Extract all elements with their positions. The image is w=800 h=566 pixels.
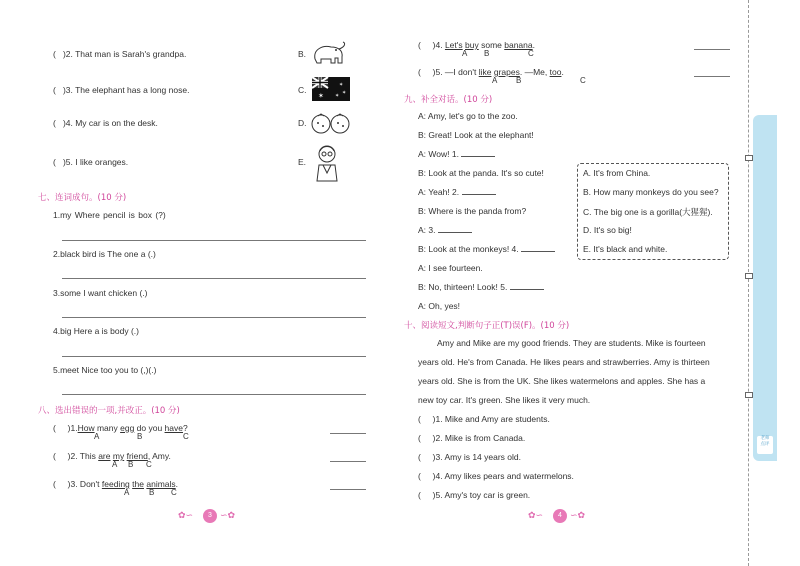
tf-item-2: ( )2. Mike is from Canada.	[418, 433, 526, 443]
match-item-3: ( )3. The elephant has a long nose.	[53, 85, 190, 95]
error-item-5: ( )5. —I don't like grapes. —Me, too.	[418, 67, 564, 77]
option-b-label: B	[128, 460, 134, 469]
match-letter-b: B.	[298, 49, 307, 59]
dialog-line: B: Look at the monkeys! 4.	[418, 244, 555, 254]
option-b-label: B	[137, 432, 143, 441]
passage-line: years old. She is from the UK. She likes watermelons and apples. She has a	[418, 376, 706, 386]
option-c-label: C	[171, 488, 177, 497]
sentence-4: 4.big Here a is body (.)	[53, 326, 139, 336]
option-c-label: C	[183, 432, 189, 441]
answer-line	[330, 433, 366, 434]
dialog-line: B: Great! Look at the elephant!	[418, 130, 534, 140]
option-c: C. The big one is a gorilla(大猩猩).	[583, 207, 713, 217]
answer-line	[330, 489, 366, 490]
option-c-label: C	[528, 49, 534, 58]
passage-line: new toy car. It's green. She likes it very much.	[418, 395, 591, 405]
option-c-label: C	[146, 460, 152, 469]
sentence-3: 3.some I want chicken (.)	[53, 288, 148, 298]
oranges-picture	[311, 112, 351, 134]
tf-item-5: ( )5. Amy's toy car is green.	[418, 490, 531, 500]
option-b-label: B	[149, 488, 155, 497]
match-item-5: ( )5. I like oranges.	[53, 157, 129, 167]
option-a-label: A	[124, 488, 130, 497]
svg-text:✶: ✶	[342, 90, 347, 96]
error-item-2: ( )2. This are my friend, Amy.	[53, 451, 171, 461]
option-a-label: A	[94, 432, 100, 441]
answer-line	[62, 240, 366, 241]
sentence-2: 2.black bird is The one a (.)	[53, 249, 156, 259]
flourish-left-icon: ✿∽	[178, 510, 194, 520]
dialog-line: A: Wow! 1.	[418, 149, 495, 159]
option-a-label: A	[462, 49, 468, 58]
tf-item-3: ( )3. Amy is 14 years old.	[418, 452, 521, 462]
error-item-4: ( )4. Let's buy some banana.	[418, 40, 535, 50]
section-7-title: 七、连词成句。(10 分)	[38, 193, 127, 203]
passage-line: years old. He's from Canada. He likes pears and strawberries. Amy is thirteen	[418, 357, 710, 367]
option-a: A. It's from China.	[583, 168, 651, 178]
dialog-line: A: 3.	[418, 225, 472, 235]
error-item-3: ( )3. Don't feeding the animals.	[53, 479, 179, 489]
answer-line	[62, 317, 366, 318]
teacher-comment-sidebar	[753, 115, 777, 461]
svg-text:✶: ✶	[339, 82, 344, 88]
australia-flag-picture	[312, 77, 350, 101]
binding-mark	[745, 273, 753, 279]
elephant-picture	[309, 41, 347, 67]
teacher-comment-label: 老师 点评	[757, 436, 773, 454]
section-9-title: 九、补全对话。(10 分)	[404, 95, 493, 105]
answer-line	[62, 278, 366, 279]
flourish-left-icon: ✿∽	[528, 510, 544, 520]
dialog-line: B: Look at the panda. It's so cute!	[418, 168, 544, 178]
flourish-right-icon: ∽✿	[220, 510, 236, 520]
grandpa-picture	[311, 143, 343, 183]
svg-text:✶: ✶	[318, 92, 324, 100]
passage-line: Amy and Mike are my good friends. They are students. Mike is fourteen	[437, 338, 706, 348]
error-item-1: ( )1.How many egg do you have?	[53, 423, 188, 433]
sentence-5: 5.meet Nice too you to (,)(.)	[53, 365, 157, 375]
option-b-label: B	[484, 49, 490, 58]
dialog-line: B: No, thirteen! Look! 5.	[418, 282, 544, 292]
dialog-line: A: Amy, let's go to the zoo.	[418, 111, 518, 121]
match-item-2: ( )2. That man is Sarah's grandpa.	[53, 49, 187, 59]
section-10-title: 十、阅读短文,判断句子正(T)误(F)。(10 分)	[404, 321, 570, 331]
binding-mark	[745, 392, 753, 398]
binding-mark	[745, 155, 753, 161]
answer-line	[694, 49, 730, 50]
match-letter-c: C.	[298, 85, 307, 95]
option-a-label: A	[112, 460, 118, 469]
option-b: B. How many monkeys do you see?	[583, 187, 719, 197]
option-b-label: B	[516, 76, 522, 85]
answer-line	[330, 461, 366, 462]
tf-item-1: ( )1. Mike and Amy are students.	[418, 414, 550, 424]
answer-line	[62, 394, 366, 395]
sentence-1: 1.my Where pencil is box (?)	[53, 210, 166, 220]
match-letter-e: E.	[298, 157, 307, 167]
option-a-label: A	[492, 76, 498, 85]
match-letter-d: D.	[298, 118, 307, 128]
option-d: D. It's so big!	[583, 225, 632, 235]
tf-item-4: ( )4. Amy likes pears and watermelons.	[418, 471, 574, 481]
svg-text:✶: ✶	[335, 93, 340, 99]
answer-line	[62, 356, 366, 357]
option-e: E. It's black and white.	[583, 244, 668, 254]
dialog-line: A: I see fourteen.	[418, 263, 483, 273]
dialog-line: A: Yeah! 2.	[418, 187, 496, 197]
page-number-3: 3	[203, 509, 217, 523]
match-item-4: ( )4. My car is on the desk.	[53, 118, 158, 128]
option-c-label: C	[580, 76, 586, 85]
flourish-right-icon: ∽✿	[570, 510, 586, 520]
section-8-title: 八、选出错误的一项,并改正。(10 分)	[38, 406, 180, 416]
answer-line	[694, 76, 730, 77]
dialog-line: A: Oh, yes!	[418, 301, 461, 311]
binding-dashed-line	[748, 0, 750, 566]
page-number-4: 4	[553, 509, 567, 523]
dialog-line: B: Where is the panda from?	[418, 206, 527, 216]
